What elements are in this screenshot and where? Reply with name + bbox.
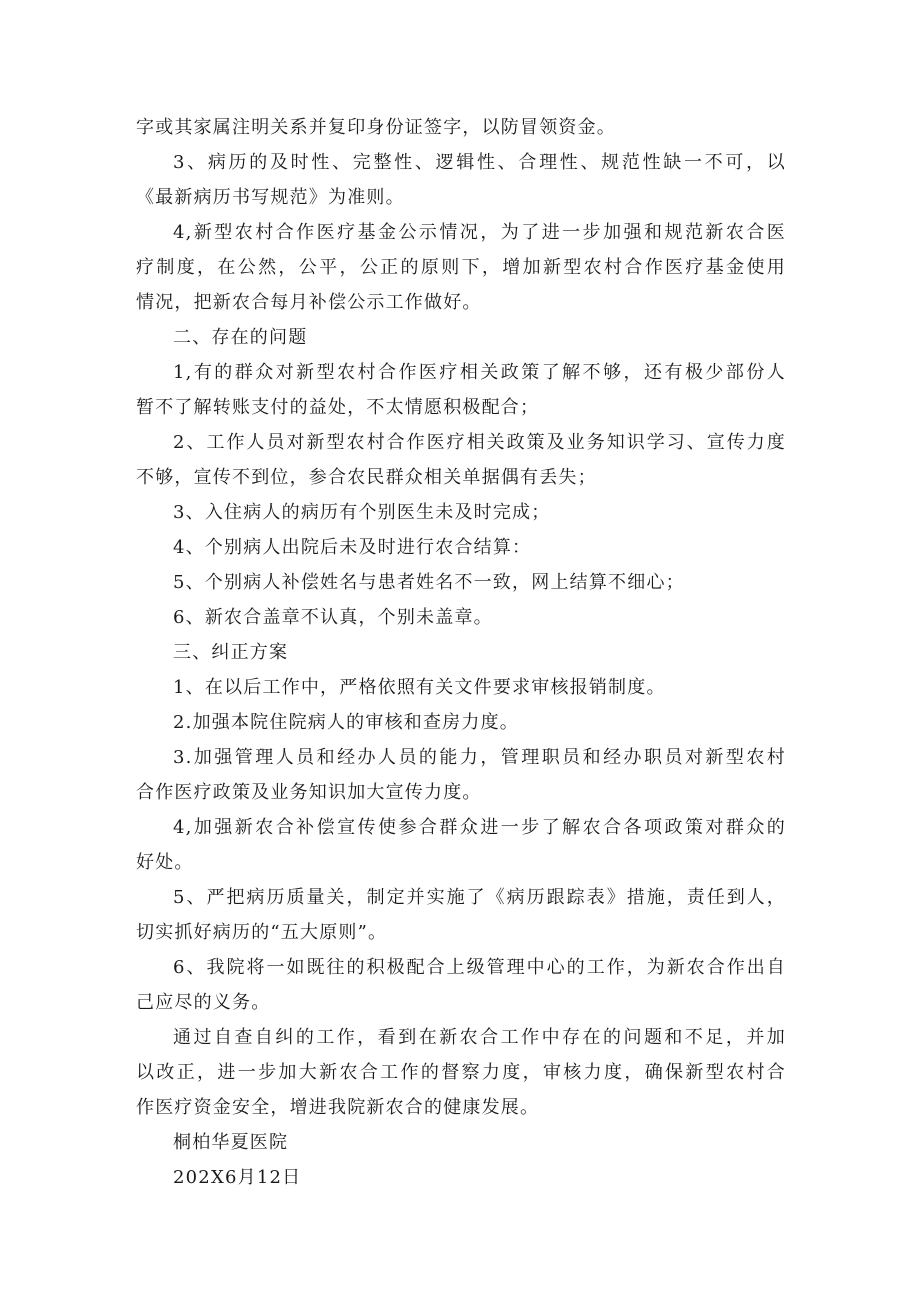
text-line: 三、纠正方案	[173, 642, 289, 663]
text-line: 202X6月12日	[173, 1167, 302, 1188]
text-line: 情况，把新农合每月补偿公示工作做好。	[136, 292, 482, 313]
text-line: 2、工作人员对新型农村合作医疗相关政策及业务知识学习、宣传力度	[173, 432, 786, 453]
text-line: 切实抓好病历的“五大原则”。	[136, 922, 388, 943]
text-line: 桐柏华夏医院	[173, 1132, 289, 1153]
text-line: 3、病历的及时性、完整性、逻辑性、合理性、规范性缺一不可，以	[173, 152, 786, 173]
text-line: 作医疗资金安全，增进我院新农合的健康发展。	[136, 1097, 540, 1118]
text-line: 合作医疗政策及业务知识加大宣传力度。	[136, 782, 482, 803]
text-line: 1,有的群众对新型农村合作医疗相关政策了解不够，还有极少部份人	[173, 362, 786, 383]
text-line: 疗制度，在公然，公平，公正的原则下，增加新型农村合作医疗基金使用	[136, 257, 786, 278]
text-line: 以改正，进一步加大新农合工作的督察力度，审核力度，确保新型农村合	[136, 1062, 786, 1083]
text-line: 6、新农合盖章不认真，个别未盖章。	[173, 607, 493, 628]
text-line: 1、在以后工作中，严格依照有关文件要求审核报销制度。	[173, 677, 666, 698]
text-line: 5、严把病历质量关，制定并实施了《病历跟踪表》措施，责任到人，	[173, 887, 786, 908]
text-line: 3.加强管理人员和经办人员的能力，管理职员和经办职员对新型农村	[173, 747, 786, 768]
text-line: 5、个别病人补偿姓名与患者姓名不一致，网上结算不细心；	[173, 572, 685, 593]
text-line: 暂不了解转账支付的益处，不太情愿积极配合；	[136, 397, 540, 418]
text-line: 4,新型农村合作医疗基金公示情况，为了进一步加强和规范新农合医	[173, 222, 786, 243]
text-line: 好处。	[136, 852, 194, 873]
text-line: 通过自查自纠的工作，看到在新农合工作中存在的问题和不足，并加	[173, 1027, 786, 1048]
text-line: 字或其家属注明关系并复印身份证签字，以防冒领资金。	[136, 117, 616, 138]
document-body	[136, 110, 786, 1195]
text-line: 2.加强本院住院病人的审核和查房力度。	[173, 712, 519, 733]
text-line: 不够，宣传不到位，参合农民群众相关单据偶有丢失；	[136, 467, 597, 488]
text-line: 3、入住病人的病历有个别医生未及时完成；	[173, 502, 551, 523]
text-line: 己应尽的义务。	[136, 992, 271, 1013]
text-line: 二、存在的问题	[173, 327, 308, 348]
text-line: 4、个别病人出院后未及时进行农合结算：	[173, 537, 532, 558]
text-line: 《最新病历书写规范》为准则。	[136, 187, 405, 208]
text-line: 6、我院将一如既往的积极配合上级管理中心的工作，为新农合作出自	[173, 957, 786, 978]
text-line: 4,加强新农合补偿宣传使参合群众进一步了解农合各项政策对群众的	[173, 817, 786, 838]
